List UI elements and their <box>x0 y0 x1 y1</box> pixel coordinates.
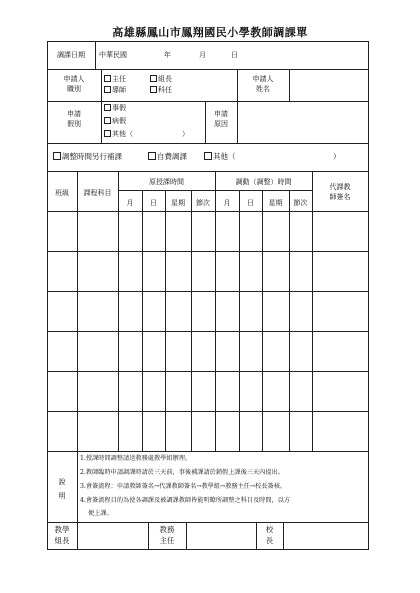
col-orig-month: 月 <box>126 199 134 207</box>
note-item: 1.授課時間調整請送教務處教學組辦理。 <box>80 455 192 462</box>
checkbox-icon[interactable] <box>104 75 111 82</box>
role-option-director[interactable]: 主任 <box>104 74 126 84</box>
col-adj-day: 日 <box>247 199 254 207</box>
form-title: 高雄縣鳳山市鳳翔國民小學教師調課單 <box>112 26 308 39</box>
applicant-name-label: 申請人 姓名 <box>252 75 274 94</box>
col-orig-period: 節次 <box>196 199 210 207</box>
date-year: 年 <box>164 51 171 59</box>
checkbox-icon[interactable] <box>104 117 111 124</box>
col-class: 班級 <box>55 189 69 197</box>
option-makeup-class[interactable]: 調整時間另行補課 <box>53 152 122 163</box>
checkbox-icon[interactable] <box>148 152 156 160</box>
checkbox-icon[interactable] <box>150 86 157 93</box>
col-adj-weekday: 星期 <box>268 199 283 207</box>
applicant-title-label: 申請人 職別 <box>63 75 85 94</box>
col-subject: 課程科目 <box>83 189 112 197</box>
col-adjusted-time: 調動（調整）時間 <box>235 178 292 186</box>
form-grid <box>47 41 369 550</box>
checkbox-icon[interactable] <box>104 130 111 137</box>
col-substitute-signature: 代課教 師簽名 <box>329 183 351 202</box>
checkbox-icon[interactable] <box>104 86 111 93</box>
date-month: 月 <box>199 51 206 59</box>
checkbox-icon[interactable] <box>53 152 61 160</box>
leave-option-other[interactable]: 其他（ <box>104 129 133 139</box>
col-orig-weekday: 星期 <box>171 199 185 207</box>
col-original-time: 原授課時間 <box>149 178 184 186</box>
col-adj-month: 月 <box>223 199 231 207</box>
leave-reason-label: 申請 原因 <box>214 110 228 129</box>
note-item: 2.教師臨時申請調課時請於三天前，事後補課請於銷假上課後三天內提出。 <box>80 469 284 476</box>
leave-option-sick[interactable]: 病假 <box>104 116 126 126</box>
role-option-homeroom[interactable]: 導師 <box>104 85 126 95</box>
sign-label-principal: 校 長 <box>265 525 274 545</box>
option-self-paid[interactable]: 自費調課 <box>148 152 187 163</box>
role-option-subject[interactable]: 科任 <box>150 85 172 95</box>
notes-label: 說 明 <box>58 478 66 500</box>
date-era: 中華民國 <box>99 51 127 59</box>
leave-other-close: ） <box>182 130 189 138</box>
leave-option-personal[interactable]: 事假 <box>104 103 126 113</box>
leave-type-label: 申請 假別 <box>67 110 81 129</box>
sign-label-teaching-leader: 教學 組長 <box>54 525 70 545</box>
col-orig-day: 日 <box>150 199 157 207</box>
date-label: 調課日期 <box>57 51 85 59</box>
col-adj-period: 節次 <box>293 199 308 207</box>
checkbox-icon[interactable] <box>104 104 111 111</box>
date-day: 日 <box>231 51 238 59</box>
option-other-close: ） <box>333 152 341 161</box>
note-item: 便上課。 <box>88 510 113 517</box>
note-item: 3.會簽流程：申請教師簽名→代課教師簽名→教學組→教務主任→校長簽核。 <box>80 483 287 490</box>
checkbox-icon[interactable] <box>150 75 157 82</box>
role-option-leader[interactable]: 組長 <box>150 74 172 84</box>
option-other[interactable]: 其他（ <box>204 152 236 163</box>
sign-label-academic-director: 教務 主任 <box>159 525 175 545</box>
checkbox-icon[interactable] <box>204 152 212 160</box>
note-item: 4.會簽流程目的為使各調課及被調課教師皆能明瞭所調整之科目及時間，以方 <box>80 497 291 504</box>
